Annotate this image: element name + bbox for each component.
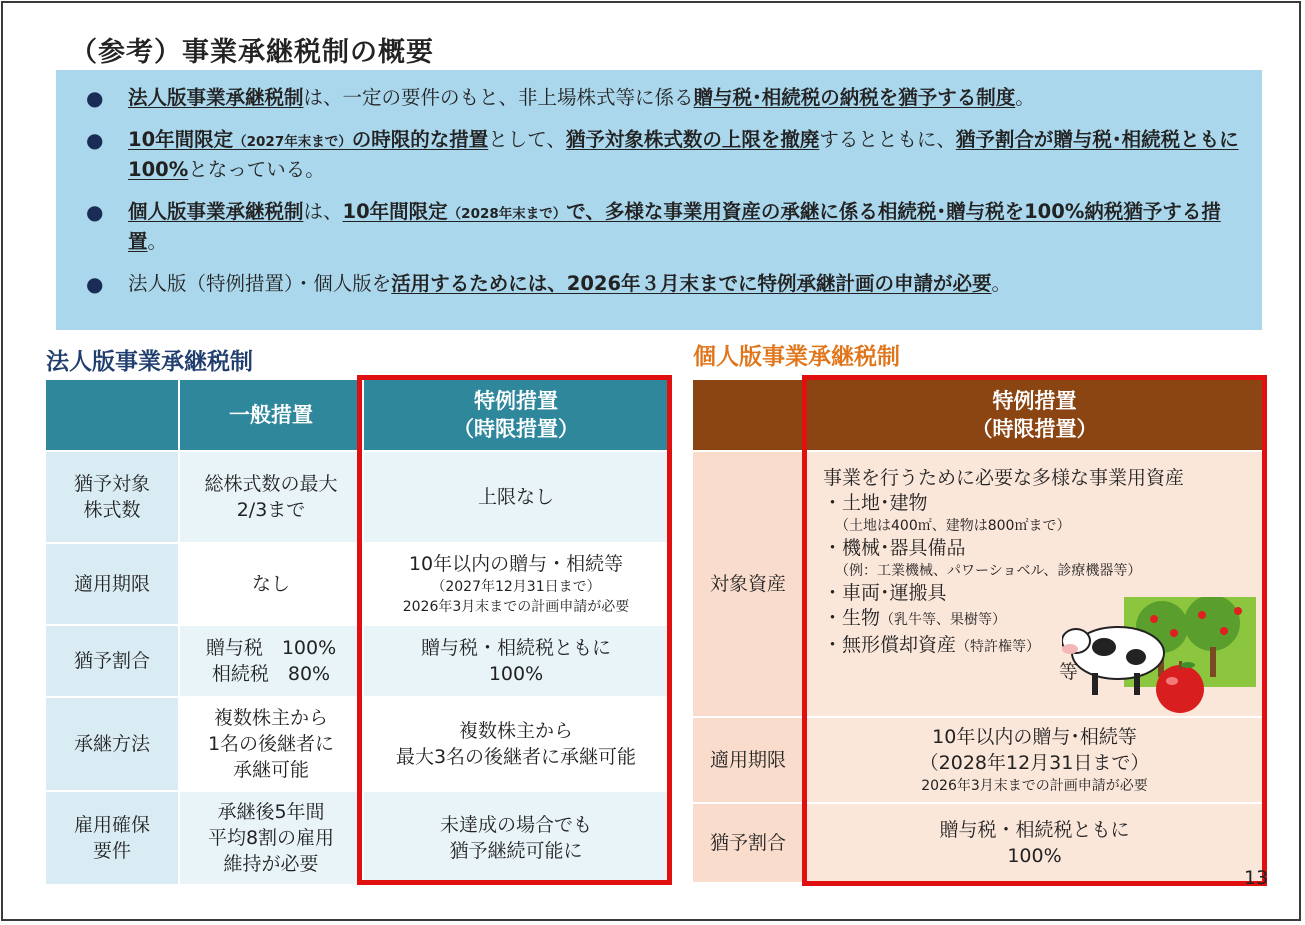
summary-text: として、 [488,128,566,151]
summary-text: 猶予割合が贈与税･相続税ともに100% [128,128,1239,181]
cell-line: 雇用確保 [73,814,150,836]
table-row [692,717,1265,803]
special-cell [363,451,669,543]
summary-text: で、多様な事業用資産の承継に係る相続税･贈与税を100%納税猶予する措置 [128,200,1221,253]
apple-shine [1166,677,1178,685]
row-label [45,791,179,885]
col-special-header [804,379,1265,451]
table-row [692,803,1265,883]
cell-line: 適用期限 [73,573,150,595]
cell-line: 10年以内の贈与･相続等 [932,726,1137,748]
tree-crown [1184,597,1240,651]
cow-spot [1126,649,1146,665]
page-title: （参考）事業承継税制の概要 [70,37,434,68]
table-row [45,451,669,543]
cow-spot [1092,638,1116,656]
cell-line: 維持が必要 [223,853,319,875]
cell-line: 承継可能 [232,759,309,781]
cell-line: 2026年3月末までの計画申請が必要 [402,599,630,615]
header-line: （時限措置） [971,417,1098,441]
ratio-cell [804,803,1265,883]
corp-section-heading: 法人版事業承継税制 [46,349,253,375]
summary-box [56,70,1262,330]
cell-line: 100% [1007,845,1062,867]
table-header-row [45,379,669,451]
general-cell [179,697,363,791]
special-cell [363,697,669,791]
table-row [45,791,669,885]
general-cell [179,625,363,697]
cell-line: 贈与税 100% [205,637,337,659]
cell-line: 2026年3月末までの計画申請が必要 [921,778,1148,794]
cell-line: 贈与税・相続税ともに [939,819,1130,841]
asset-etc: 等 [1059,661,1079,683]
summary-text: 猶予対象株式数の上限を撤廃 [565,128,820,151]
row-label: 適用期限 [692,717,804,803]
cell-line: 承継後5年間 [217,801,325,823]
apple-leaf [1181,662,1195,668]
asset-item: ・土地･建物 [823,492,928,514]
row-label [45,697,179,791]
cell-line: 上限なし [477,486,554,508]
summary-text: するとともに、 [819,128,956,151]
summary-text: は、一定の要件のもと、非上場株式等に係る [303,86,694,109]
summary-text: （2027年末まで） [233,134,352,150]
corp-table [44,378,670,886]
cell-line: 要件 [92,840,131,862]
summary-text: 法人版事業承継税制 [128,86,304,109]
cell-line: 総株式数の最大 [204,473,338,495]
cell-line: 相続税 80% [211,663,331,685]
summary-text: 。 [1015,86,1035,109]
corner-cell [45,379,179,451]
summary-text: 10年間限定 [342,200,448,223]
asset-item-text: ・生物 [823,607,881,629]
summary-text: 法人版（特例措置）・個人版を [128,272,392,295]
summary-text: 10年間限定 [128,128,234,151]
summary-bullet-1 [86,84,1242,112]
row-label: 猶予割合 [692,803,804,883]
cell-line: （2027年12月31日まで） [431,579,601,595]
summary-text: （2028年末まで） [447,206,567,222]
corner-cell [692,379,804,451]
asset-note: （乳牛等、果樹等） [880,612,1007,628]
tree-trunk [1210,647,1216,677]
row-label [45,451,179,543]
cow-and-apple-tree-illustration [1062,597,1258,715]
table-row [45,697,669,791]
cell-line: 1名の後継者に [207,733,335,755]
cell-line: 株式数 [83,499,141,521]
cell-line: 贈与税・相続税ともに [420,637,611,659]
col-general-header: 一般措置 [179,379,363,451]
summary-text: 活用するためには、2026年３月末までに特例承継計画の申請が必要 [391,272,992,295]
cell-line: 10年以内の贈与・相続等 [408,553,624,575]
header-line: 特例措置 [992,389,1077,413]
apple [1198,611,1206,619]
apple [1220,627,1228,635]
special-cell [363,791,669,885]
header-line: （時限措置） [453,417,579,441]
summary-text: 個人版事業承継税制 [128,200,304,223]
bullet-dot-icon: ● [86,200,104,224]
cow-nose [1062,644,1078,654]
asset-item: ・車両･運搬具 [823,582,947,604]
cell-line: 100% [488,663,544,685]
cell-line: 複数株主から [458,720,573,742]
summary-text: は、 [303,200,343,223]
cow-leg [1092,673,1098,695]
cell-line: 平均8割の雇用 [207,827,335,849]
summary-text: の時限的な措置 [351,128,489,151]
cell-line: 承継方法 [73,733,150,755]
special-cell [363,625,669,697]
bullet-dot-icon: ● [86,86,104,110]
cell-line: 複数株主から [213,707,328,729]
indiv-section-heading: 個人版事業承継税制 [693,344,900,370]
general-cell [179,791,363,885]
asset-item: ・機械･器具備品 [823,537,966,559]
asset-note: （特許権等） [956,639,1041,655]
summary-bullet-3 [86,198,1242,256]
row-label: 対象資産 [692,451,804,717]
asset-note: （例：工業機械、パワーショベル、診療機器等） [835,563,1142,579]
summary-bullet-2 [86,126,1242,184]
cell-line: なし [251,573,290,595]
row-label [45,625,179,697]
cell-line: （2028年12月31日まで） [919,752,1150,774]
bullet-dot-icon: ● [86,128,104,152]
asset-intro: 事業を行うために必要な多様な事業用資産 [823,467,1185,489]
summary-bullet-4 [86,270,1242,298]
page-number: 13 [1244,867,1269,889]
cell-line: 猶予割合 [73,650,150,672]
table-header-row [692,379,1265,451]
header-line: 特例措置 [474,389,558,413]
bullet-dot-icon: ● [86,272,104,296]
general-cell [179,451,363,543]
cell-line: 猶予継続可能に [449,840,583,862]
apple [1170,629,1178,637]
asset-note: （土地は400㎡、建物は800㎡まで） [835,518,1071,534]
special-cell [363,543,669,625]
cell-line: 2/3まで [236,499,306,521]
apple [1150,615,1158,623]
cell-line: 猶予対象 [73,473,150,495]
period-cell [804,717,1265,803]
cell-line: 未達成の場合でも [439,814,592,836]
table-row [45,625,669,697]
asset-item-text: ・無形償却資産 [823,634,957,656]
cow-leg [1134,673,1140,695]
table-row [45,543,669,625]
summary-text: 。 [147,230,168,253]
cell-line: 最大3名の後継者に承継可能 [395,746,637,768]
big-apple [1156,665,1204,713]
apple [1234,607,1242,615]
summary-text: 。 [991,272,1012,295]
summary-text: 贈与税･相続税の納税を猶予する制度 [693,86,1016,109]
summary-text: となっている。 [188,158,325,181]
col-special-header [363,379,669,451]
general-cell [179,543,363,625]
row-label [45,543,179,625]
